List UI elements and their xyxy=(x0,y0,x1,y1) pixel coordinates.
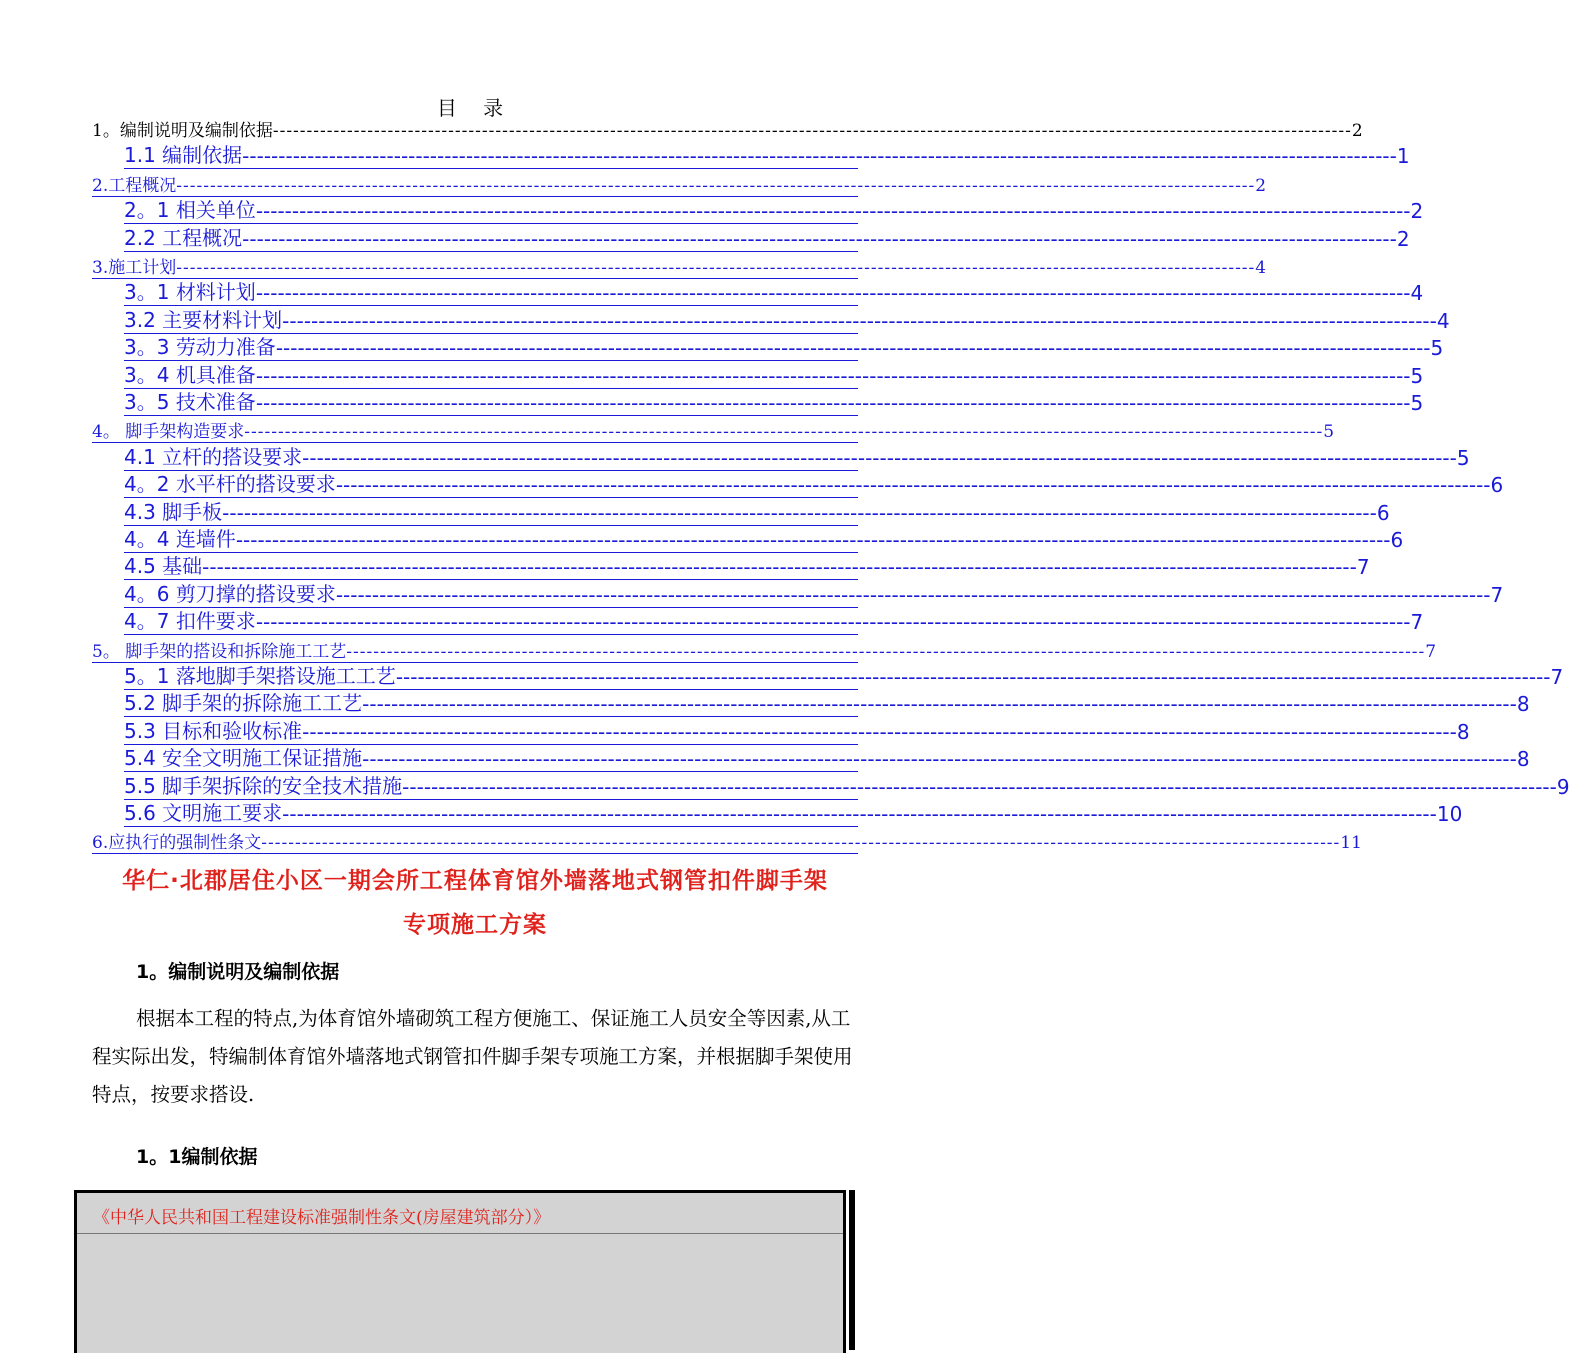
section-1-heading: 1。编制说明及编制依据 xyxy=(136,961,340,983)
toc-entry[interactable] xyxy=(92,254,1267,279)
toc-entry-number: 1.1 xyxy=(124,143,163,168)
toc-page-number: 7 xyxy=(1425,641,1437,662)
toc-entry-label xyxy=(124,194,256,223)
toc-entry-label: 4。 脚手架构造要求 xyxy=(92,422,245,443)
toc-entry-number: 4。4 xyxy=(124,527,176,551)
toc-leader: ---------------------------------------------------------------------------------------------------------------------------------------------------------------- xyxy=(335,473,1491,498)
toc-entry-label xyxy=(124,605,256,634)
toc-page-number: 6 xyxy=(1376,500,1390,525)
toc-entry[interactable] xyxy=(124,527,1404,553)
section-1-body: 根据本工程的特点,为体育馆外墙砌筑工程方便施工、保证施工人员安全等因素,从工程实际出发，特编制体育馆外墙落地式钢管扣件脚手架专项施工方案，并根据脚手架使用特点，按要求搭设. xyxy=(92,1007,853,1106)
toc-leader: ---------------------------------------------------------------------------------------------------------------------------------------------------------------- xyxy=(302,719,1457,744)
toc-entry-text: 安全文明施工保证措施 xyxy=(162,746,363,771)
document-title-line2: 专项施工方案 xyxy=(403,912,547,938)
toc-entry-label xyxy=(124,770,402,799)
toc-page-number: 7 xyxy=(1410,610,1424,635)
toc-entry-number: 3。3 xyxy=(124,335,176,360)
toc-entry-label xyxy=(124,441,302,470)
toc-entry[interactable] xyxy=(124,444,1470,471)
toc-page-number: 6 xyxy=(1390,528,1404,552)
toc-page-number: 8 xyxy=(1456,719,1470,744)
toc-entry-number: 4。7 xyxy=(124,609,176,634)
toc-entry-text: 机具准备 xyxy=(175,362,256,387)
table-row-divider xyxy=(77,1233,843,1234)
toc-leader: ---------------------------------------------------------------------------------------------------------------------------------------------------------------- xyxy=(222,500,1377,525)
toc-entry-number: 4.5 xyxy=(124,554,163,579)
toc-entry-number: 4.3 xyxy=(124,499,163,524)
toc-leader: ---------------------------------------------------------------------------------------------------------------------------------------------------------------- xyxy=(272,121,1352,141)
toc-leader: ---------------------------------------------------------------------------------------------------------------------------------------------------------------- xyxy=(255,610,1411,635)
toc-entry-text: 脚手板 xyxy=(162,499,223,524)
toc-page-number: 4 xyxy=(1410,281,1424,306)
toc-entry[interactable] xyxy=(124,581,1504,608)
toc-page-number: 7 xyxy=(1490,582,1504,607)
toc-entry-label xyxy=(124,304,282,333)
toc-entry-text: 连墙件 xyxy=(175,527,236,551)
toc-leader: ---------------------------------------------------------------------------------------------------------------------------------------------------------------- xyxy=(335,582,1491,607)
toc-entry[interactable] xyxy=(124,801,1463,827)
toc-entry-label xyxy=(124,660,396,689)
toc-entry-text: 目标和验收标准 xyxy=(162,718,303,743)
toc-leader: ---------------------------------------------------------------------------------------------------------------------------------------------------------------- xyxy=(242,226,1397,251)
toc-entry[interactable] xyxy=(124,664,1564,690)
toc-entry-label xyxy=(124,715,302,744)
toc-entry[interactable] xyxy=(124,499,1390,526)
toc-entry[interactable] xyxy=(124,746,1530,772)
toc-leader: ---------------------------------------------------------------------------------------------------------------------------------------------------------------- xyxy=(242,144,1397,169)
toc-entry[interactable] xyxy=(124,335,1444,361)
toc-entry[interactable] xyxy=(124,198,1424,224)
toc-entry-number: 3。1 xyxy=(124,280,176,305)
toc-entry-text: 技术准备 xyxy=(175,390,256,414)
toc-entry-text: 扣件要求 xyxy=(175,609,256,634)
toc-leader: ---------------------------------------------------------------------------------------------------------------------------------------------------------------- xyxy=(302,445,1457,470)
toc-page-number: 7 xyxy=(1356,555,1370,580)
toc-entry-label xyxy=(124,468,336,497)
toc-leader: ---------------------------------------------------------------------------------------------------------------------------------------------------------------- xyxy=(244,422,1324,443)
toc-entry-number: 2。1 xyxy=(124,198,176,223)
toc-entry-label xyxy=(124,578,336,607)
toc-leader: ---------------------------------------------------------------------------------------------------------------------------------------------------------------- xyxy=(255,281,1411,306)
toc-leader: ---------------------------------------------------------------------------------------------------------------------------------------------------------------- xyxy=(282,308,1437,333)
toc-entry[interactable] xyxy=(124,390,1424,416)
toc-entry-number: 4。6 xyxy=(124,581,176,606)
toc-leader: ---------------------------------------------------------------------------------------------------------------------------------------------------------------- xyxy=(395,665,1551,689)
toc-leader: ---------------------------------------------------------------------------------------------------------------------------------------------------------------- xyxy=(255,199,1411,224)
toc-entry-text: 脚手架拆除的安全技术措施 xyxy=(162,773,403,798)
toc-entry-number: 5。1 xyxy=(124,664,176,688)
toc-page-number: 10 xyxy=(1436,802,1463,826)
toc-entry[interactable] xyxy=(92,418,1335,443)
toc-entry-label xyxy=(124,331,276,360)
toc-entry-number: 3。5 xyxy=(124,390,176,414)
toc-entry[interactable] xyxy=(124,609,1424,635)
toc-entry-text: 文明施工要求 xyxy=(162,801,283,825)
toc-entry-label xyxy=(124,496,222,525)
toc-entry-label xyxy=(124,550,202,579)
toc-leader: ---------------------------------------------------------------------------------------------------------------------------------------------------------------- xyxy=(235,528,1391,552)
toc-entry-number: 5.5 xyxy=(124,773,163,798)
toc-entry-label: 5。 脚手架的搭设和拆除施工工艺 xyxy=(92,641,347,662)
toc-leader: ---------------------------------------------------------------------------------------------------------------------------------------------------------------- xyxy=(362,692,1517,717)
toc-page-number: 5 xyxy=(1456,445,1470,470)
toc-entry-number: 4.1 xyxy=(124,444,163,469)
toc-entry[interactable] xyxy=(124,691,1530,717)
toc-entry[interactable] xyxy=(124,472,1504,498)
toc-entry[interactable] xyxy=(124,362,1424,389)
toc-leader: ---------------------------------------------------------------------------------------------------------------------------------------------------------------- xyxy=(255,363,1411,388)
toc-page-number: 2 xyxy=(1351,121,1363,141)
toc-entry[interactable] xyxy=(92,172,1267,197)
toc-entry-text: 相关单位 xyxy=(175,198,256,223)
toc-entry-text: 脚手架的拆除施工工艺 xyxy=(162,691,363,716)
toc-entry[interactable] xyxy=(124,773,1570,800)
toc-leader: ---------------------------------------------------------------------------------------------------------------------------------------------------------------- xyxy=(282,802,1437,826)
toc-entry-number: 3。4 xyxy=(124,362,176,387)
basis-table xyxy=(74,1190,846,1353)
toc-page-number: 6 xyxy=(1490,473,1504,498)
toc-entry-text: 水平杆的搭设要求 xyxy=(175,472,336,497)
toc-entry-text: 材料计划 xyxy=(175,280,256,305)
toc-entry-label xyxy=(124,797,282,826)
table-right-border xyxy=(849,1190,855,1350)
toc-entry-number: 4。2 xyxy=(124,472,176,497)
toc-leader: ---------------------------------------------------------------------------------------------------------------------------------------------------------------- xyxy=(402,774,1557,799)
toc-entry-label: 6.应执行的强制性条文 xyxy=(92,833,262,854)
toc-entry[interactable] xyxy=(124,554,1370,580)
toc-entry-label xyxy=(124,386,256,415)
toc-entry-text: 编制依据 xyxy=(162,143,243,168)
toc-page-number: 2 xyxy=(1255,175,1267,196)
toc-leader: ---------------------------------------------------------------------------------------------------------------------------------------------------------------- xyxy=(202,555,1357,580)
toc-leader: ---------------------------------------------------------------------------------------------------------------------------------------------------------------- xyxy=(261,833,1341,854)
toc-page-number: 8 xyxy=(1516,747,1530,772)
toc-leader: ---------------------------------------------------------------------------------------------------------------------------------------------------------------- xyxy=(255,391,1411,415)
toc-entry-text: 主要材料计划 xyxy=(162,307,283,332)
toc-entry-number: 2.2 xyxy=(124,225,163,250)
toc-entry-label xyxy=(124,523,236,552)
toc-entry-label xyxy=(124,139,242,168)
toc-page-number: 2 xyxy=(1396,226,1410,251)
toc-entry-text: 立杆的搭设要求 xyxy=(162,444,303,469)
toc-page-number: 2 xyxy=(1410,199,1424,224)
toc-entry[interactable] xyxy=(124,280,1424,306)
basis-table-row-1: 《中华人民共和国工程建设标准强制性条文(房屋建筑部分）》 xyxy=(93,1208,551,1228)
toc-entry[interactable] xyxy=(124,225,1410,252)
toc-entry-label xyxy=(124,276,256,305)
toc-page-number: 7 xyxy=(1550,665,1564,689)
toc-entry-label xyxy=(124,742,362,771)
toc-leader: ---------------------------------------------------------------------------------------------------------------------------------------------------------------- xyxy=(176,258,1256,278)
toc-page-number: 9 xyxy=(1556,774,1570,799)
toc-page-number: 5 xyxy=(1430,336,1444,361)
toc-leader: ---------------------------------------------------------------------------------------------------------------------------------------------------------------- xyxy=(275,336,1431,361)
toc-entry[interactable] xyxy=(124,718,1470,745)
toc-page-number: 8 xyxy=(1516,692,1530,717)
toc-leader: ---------------------------------------------------------------------------------------------------------------------------------------------------------------- xyxy=(176,175,1256,196)
toc-title: 目 录 xyxy=(436,96,514,120)
toc-entry-text: 落地脚手架搭设施工工艺 xyxy=(175,664,396,688)
toc-entry-number: 5.2 xyxy=(124,691,163,716)
toc-entry-number: 5.4 xyxy=(124,746,163,771)
toc-leader: ---------------------------------------------------------------------------------------------------------------------------------------------------------------- xyxy=(362,747,1517,772)
toc-entry-text: 基础 xyxy=(162,554,203,579)
toc-entry-number: 5.3 xyxy=(124,718,163,743)
toc-entry-text: 劳动力准备 xyxy=(175,335,276,360)
toc-entry-number: 5.6 xyxy=(124,801,163,825)
toc-entry[interactable] xyxy=(92,829,1362,854)
toc-entry-label: 2.工程概况 xyxy=(92,175,177,196)
toc-page-number: 5 xyxy=(1410,391,1424,415)
section-1-1-heading: 1。1编制依据 xyxy=(136,1146,258,1168)
toc-entry-number: 3.2 xyxy=(124,307,163,332)
document-title-line1: 华仁·北郡居住小区一期会所工程体育馆外墙落地式钢管扣件脚手架 xyxy=(122,868,828,894)
toc-entry[interactable] xyxy=(92,117,1363,141)
toc-entry-label xyxy=(124,222,242,251)
toc-entry[interactable] xyxy=(92,638,1437,663)
toc-leader: ---------------------------------------------------------------------------------------------------------------------------------------------------------------- xyxy=(346,641,1426,662)
toc-entry-label: 3.施工计划 xyxy=(92,258,177,278)
toc-entry[interactable] xyxy=(124,307,1450,334)
toc-page-number: 5 xyxy=(1323,422,1335,443)
toc-page-number: 11 xyxy=(1340,833,1362,854)
toc-entry-label xyxy=(124,687,362,716)
toc-entry-text: 工程概况 xyxy=(162,225,243,250)
toc-entry-label: 1。编制说明及编制依据 xyxy=(92,121,273,141)
toc-page-number: 4 xyxy=(1436,308,1450,333)
toc-entry[interactable] xyxy=(124,143,1410,169)
toc-page-number: 5 xyxy=(1410,363,1424,388)
toc-page-number: 4 xyxy=(1255,258,1267,278)
toc-entry-label xyxy=(124,359,256,388)
toc-page-number: 1 xyxy=(1396,144,1410,169)
toc-entry-text: 剪刀撑的搭设要求 xyxy=(175,581,336,606)
